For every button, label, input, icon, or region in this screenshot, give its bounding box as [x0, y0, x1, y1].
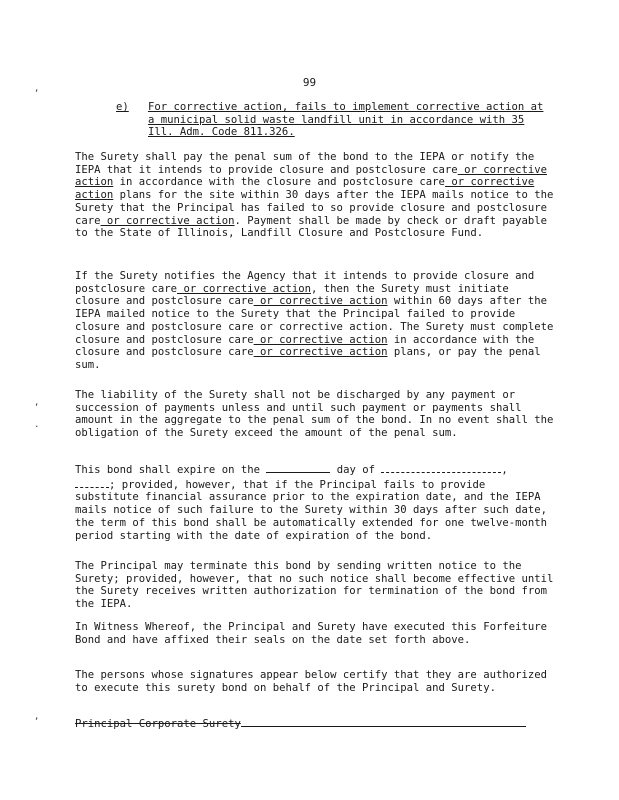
expiration-year-blank — [75, 477, 109, 488]
p1-text-d: . Payment shall be made by check or draft payable to the State of Illinois, Landfill Closure and Postclosure Fund. — [75, 214, 547, 240]
p1-text-c: plans for the site within 30 days after the IEPA mails notice to the Surety that the Principal has failed to so provide closure and postclosure care — [75, 189, 554, 227]
page-number: 99 — [302, 76, 317, 89]
margin-mark: , — [34, 712, 40, 722]
paragraph-liability: The liability of the Surety shall not be discharged by any payment or succession of payments unless and until such payment or payments shall amount in the aggregate to the penal sum of the bond. In no event shall the obligation of the Surety exceed the amount of the penal sum. — [75, 389, 554, 440]
p2-insertion-4: or corrective action — [253, 346, 388, 359]
p1-text-b: in accordance with the closure and postclosure care — [113, 176, 445, 189]
p2-insertion-3: or corrective action — [253, 333, 388, 346]
p4-text-c: , — [501, 464, 508, 476]
p2-text-c: within 60 days after the IEPA mailed notice to the Surety that the Principal failed to provide closure and postclosure care or corrective action. The Surety must complete closure and postclosure care — [75, 295, 554, 346]
p2-text-d: in accordance with the closure and postclosure care — [75, 333, 535, 359]
p2-text-a: If the Surety notifies the Agency that it intends to provide closure and postclosure care — [75, 270, 535, 295]
item-e-label: e) — [116, 101, 129, 113]
signature-label: Principal Corporate Surety — [75, 718, 241, 730]
p2-text-b: , then the Surety must initiate closure and postclosure care — [75, 282, 509, 308]
expiration-day-blank — [266, 462, 330, 473]
p1-insertion-1: or corrective action — [75, 163, 547, 189]
margin-mark: , — [34, 84, 40, 94]
signature-blank — [241, 717, 526, 727]
margin-mark: , — [34, 398, 40, 408]
expiration-month-blank — [381, 462, 501, 473]
paragraph-payment — [75, 151, 555, 240]
paragraph-expiration — [75, 462, 555, 542]
paragraph-surety-notifies — [75, 270, 555, 372]
p4-text-b: day of — [336, 464, 376, 476]
p1-text-a: The Surety shall pay the penal sum of the bond to the IEPA or notify the IEPA that it intends to provide closure and postclosure care — [75, 151, 535, 176]
paragraph-signature-certify: The persons whose signatures appear below certify that they are authorized to execute this surety bond on behalf of the Principal and Surety. — [75, 669, 547, 694]
p1-insertion-3: or corrective action — [100, 214, 235, 227]
p4-text-d: ; provided, however, that if the Principal fails to provide substitute financial assurance prior to the expiration date, and the IEPA mails notice of such failure to the Surety within 30 days after such date, the term of this bond shall be automatically extended for one twelve-month period starting with the date of expiration of the bond. — [75, 478, 547, 542]
signature-line — [75, 717, 555, 731]
paragraph-witness: In Witness Whereof, the Principal and Surety have executed this Forfeiture Bond and have affixed their seals on the date set forth above. — [75, 621, 547, 646]
p2-insertion-1: or corrective action — [177, 282, 311, 295]
p2-text-e: plans, or pay the penal sum. — [75, 346, 541, 371]
p4-text-a: This bond shall expire on the — [75, 464, 260, 476]
item-e — [116, 101, 546, 139]
p2-insertion-2: or corrective action — [253, 295, 388, 308]
paragraph-termination: The Principal may terminate this bond by sending written notice to the Surety; provided, however, that no such notice shall become effective until the Surety receives written authorization for termination of the bond from the IEPA. — [75, 560, 554, 611]
p1-insertion-2: or corrective action — [75, 176, 535, 202]
item-e-text: For corrective action, fails to implement corrective action at a municipal solid waste landfill unit in accordance with 35 Ill. Adm. Code 811.326. — [148, 101, 544, 139]
margin-mark: . — [34, 420, 40, 430]
